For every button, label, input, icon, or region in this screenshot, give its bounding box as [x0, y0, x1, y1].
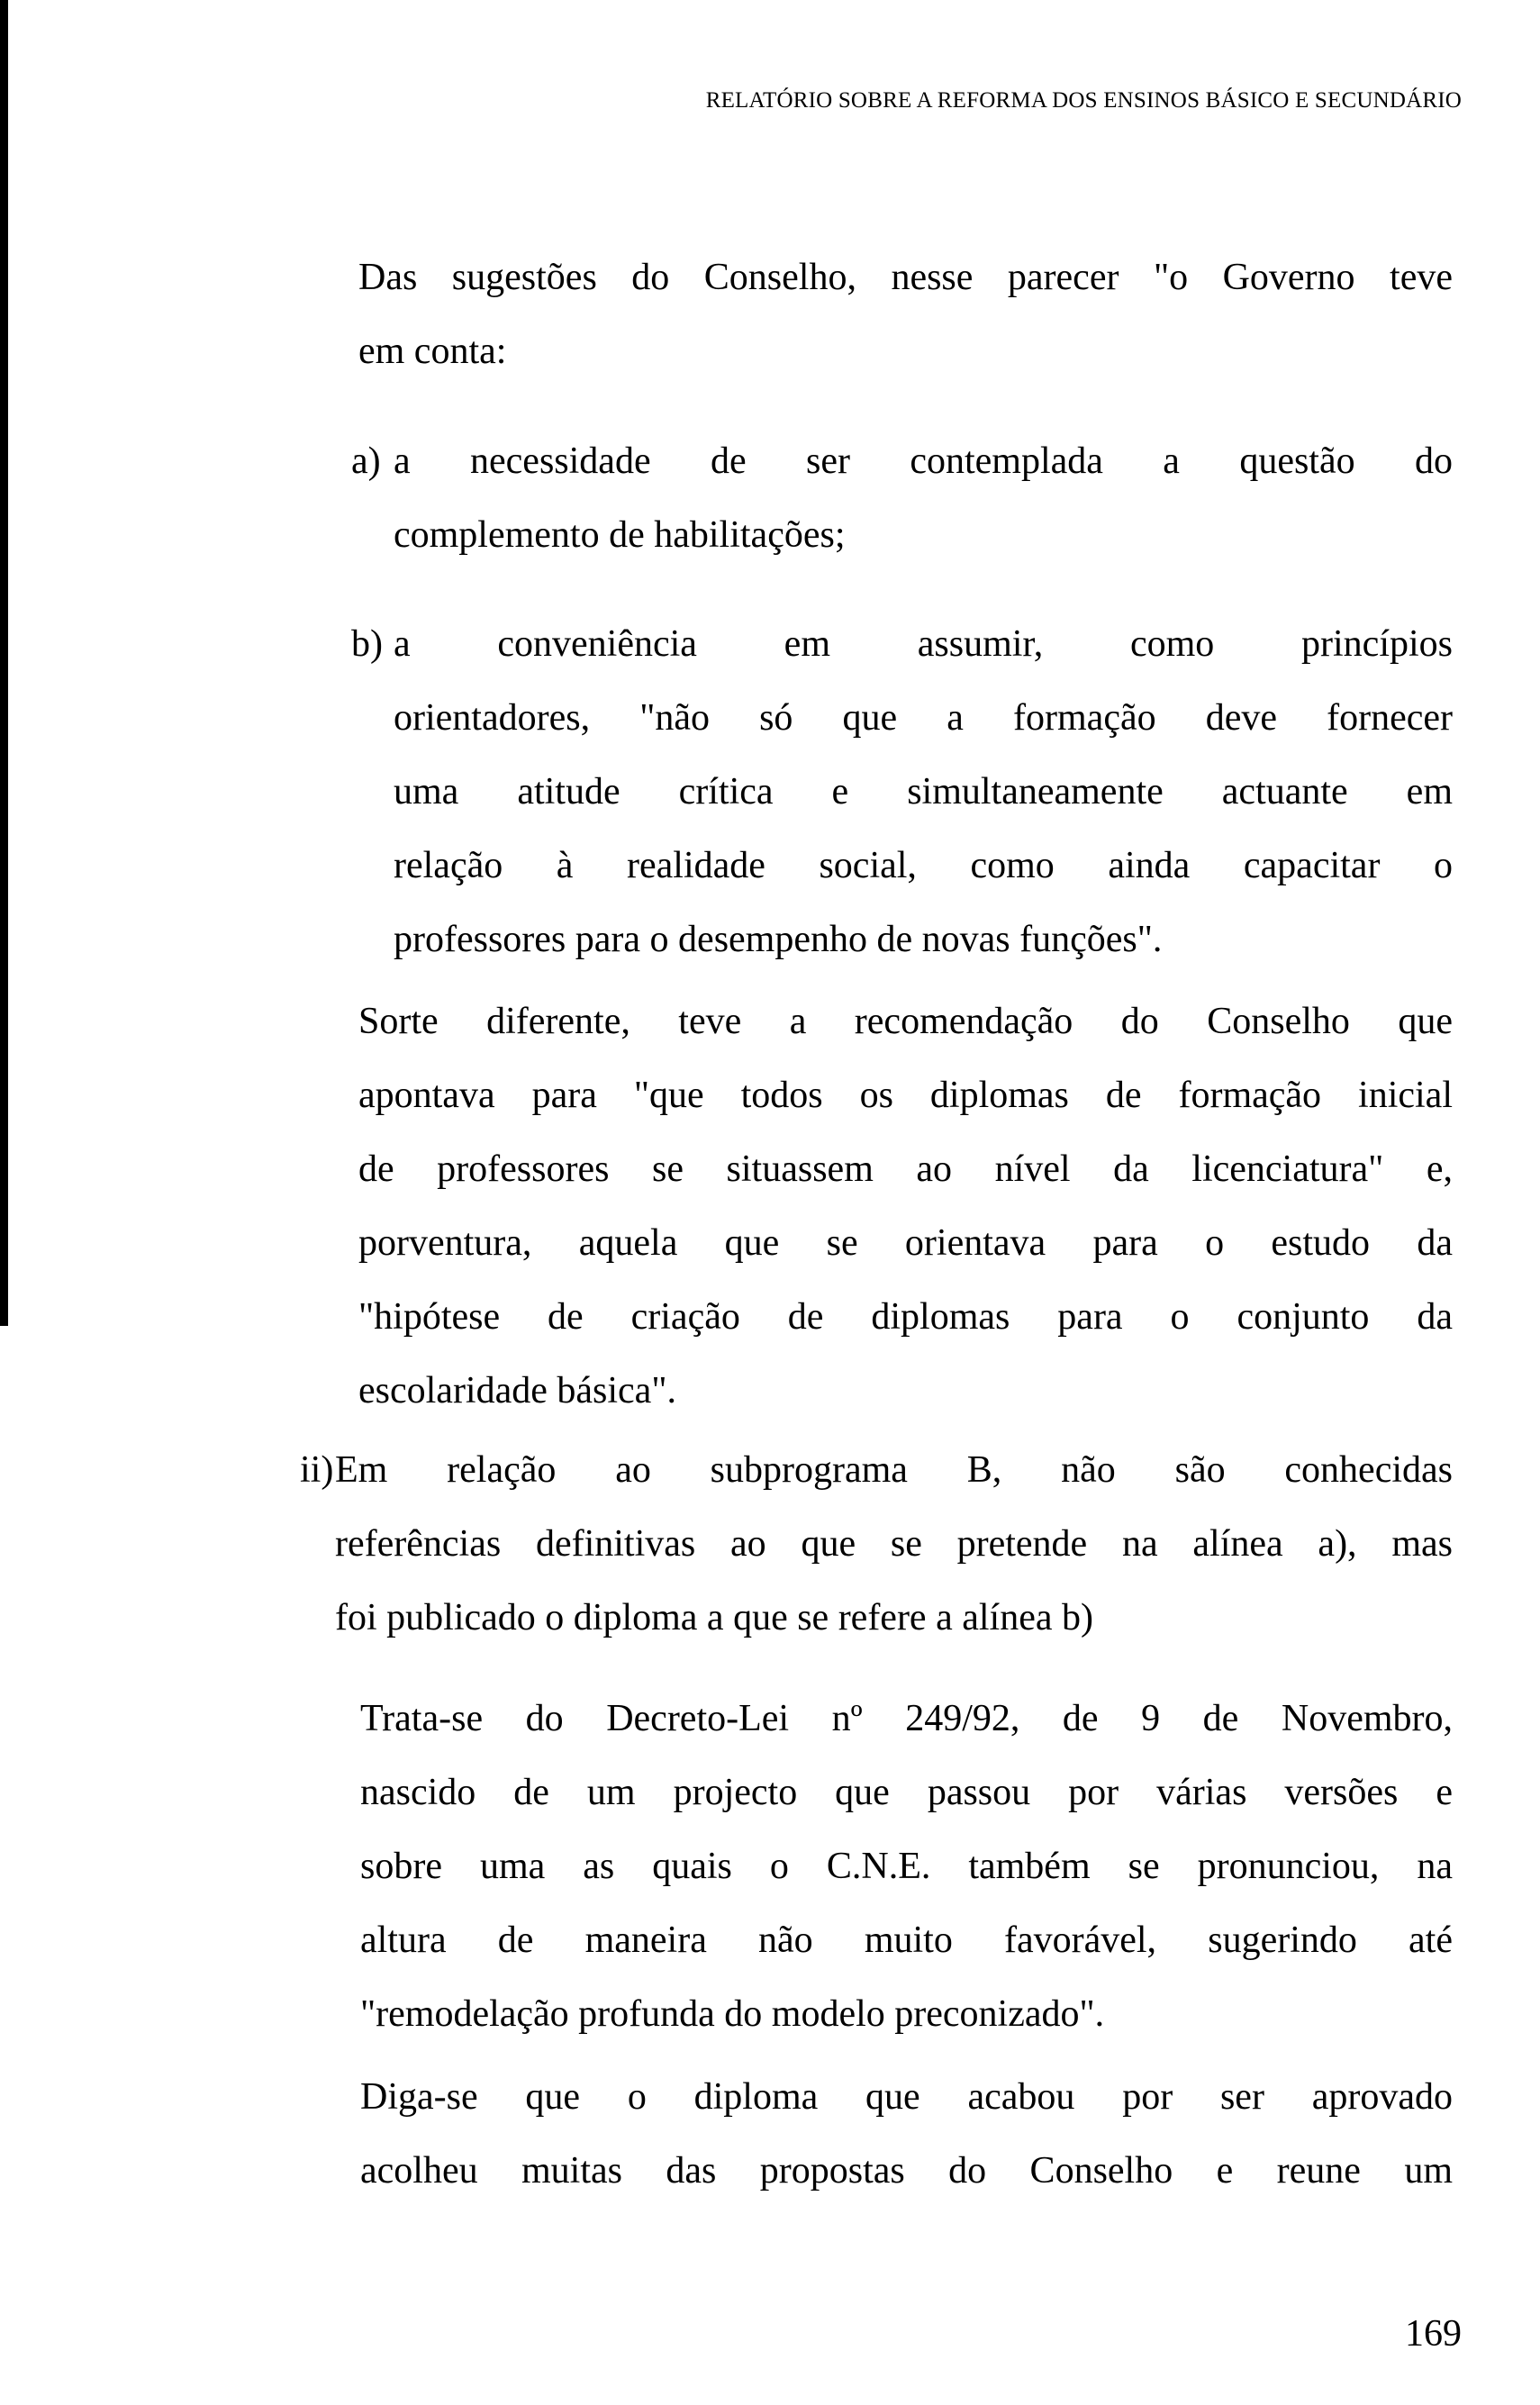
list-item-a [394, 424, 1453, 572]
list-item-b [394, 607, 1453, 976]
text-line: a necessidade de ser contemplada a questão do [394, 440, 1453, 482]
paragraph-trata-se [360, 1682, 1453, 2051]
list-marker-ii: ii) [300, 1449, 334, 1491]
text-line: referências definitivas ao que se pretende na alínea a), mas [335, 1523, 1453, 1565]
text-line: altura de maneira não muito favorável, sugerindo até [360, 1919, 1453, 1961]
text-line: Diga-se que o diploma que acabou por ser aprovado [360, 2076, 1453, 2118]
paragraph-intro [358, 240, 1453, 388]
text-line: Sorte diferente, teve a recomendação do Conselho que [358, 1001, 1453, 1042]
text-line: sobre uma as quais o C.N.E. também se pronunciou, na [360, 1846, 1453, 1887]
list-marker-a: a) [351, 440, 381, 482]
text-line: apontava para "que todos os diplomas de formação inicial [358, 1075, 1453, 1116]
text-line: a conveniência em assumir, como princípios [394, 623, 1453, 665]
text-line: relação à realidade social, como ainda capacitar o [394, 845, 1453, 886]
list-item-ii [335, 1433, 1453, 1655]
text-line: foi publicado o diploma a que se refere a alínea b) [335, 1597, 1093, 1638]
text-line: Em relação ao subprograma B, não são conhecidas [335, 1449, 1453, 1491]
text-line: uma atitude crítica e simultaneamente actuante em [394, 771, 1453, 812]
text-line: acolheu muitas das propostas do Conselho e reune um [360, 2150, 1453, 2192]
scan-edge-artifact [0, 0, 8, 1326]
paragraph-sorte-diferente [358, 985, 1453, 1428]
text-line: de professores se situassem ao nível da licenciatura" e, [358, 1148, 1453, 1190]
running-header: RELATÓRIO SOBRE A REFORMA DOS ENSINOS BÁSICO E SECUNDÁRIO [705, 88, 1462, 113]
text-line: Trata-se do Decreto-Lei nº 249/92, de 9 de Novembro, [360, 1698, 1453, 1739]
text-line: complemento de habilitações; [394, 514, 846, 556]
text-line: porventura, aquela que se orientava para o estudo da [358, 1222, 1453, 1264]
text-line: "hipótese de criação de diplomas para o conjunto da [358, 1296, 1453, 1338]
text-line: orientadores, "não só que a formação deve fornecer [394, 697, 1453, 739]
list-marker-b: b) [351, 623, 383, 665]
text-line: professores para o desempenho de novas funções". [394, 919, 1163, 960]
text-line: nascido de um projecto que passou por várias versões e [360, 1772, 1453, 1813]
text-line: "remodelação profunda do modelo preconizado". [360, 1993, 1105, 2035]
page-number: 169 [1405, 2313, 1462, 2355]
text-line: em conta: [358, 331, 507, 372]
paragraph-diga-se [360, 2060, 1453, 2208]
text-line: escolaridade básica". [358, 1370, 676, 1411]
text-line: Das sugestões do Conselho, nesse parecer "o Governo teve [358, 257, 1453, 298]
